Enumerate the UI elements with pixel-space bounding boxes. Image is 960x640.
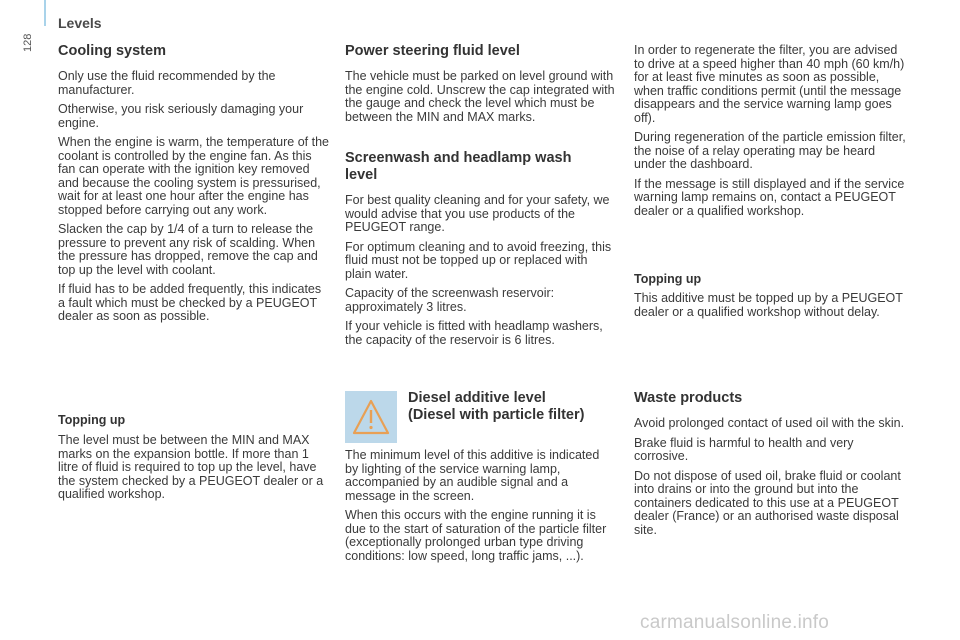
- power-steering-section: [345, 43, 621, 130]
- paragraph: In order to regenerate the filter, you are advised to drive at a speed higher than 40 mph (60 km/h) for at least five minutes as soon as possible, when traffic conditions permit (until the message disappears and the service warning lamp goes off).: [634, 43, 905, 125]
- paragraph: Only use the fluid recommended by the manufacturer.: [58, 69, 276, 97]
- paragraph: Otherwise, you risk seriously damaging your engine.: [58, 102, 304, 130]
- paragraph: Avoid prolonged contact of used oil with the skin.: [634, 416, 905, 430]
- paragraph: For best quality cleaning and for your safety, we would advise that you use products of the PEUGEOT range.: [345, 193, 610, 234]
- screenwash-heading: Screenwash and headlamp wash level: [345, 150, 572, 183]
- waste-products-section: [634, 390, 910, 543]
- paragraph: This additive must be topped up by a PEUGEOT dealer or a qualified workshop without delay.: [634, 291, 903, 319]
- filter-regeneration-section: [634, 44, 910, 224]
- power-steering-heading: Power steering fluid level: [345, 43, 520, 59]
- paragraph: If the message is still displayed and if the service warning lamp remains on, contact a PEUGEOT dealer or a qualified workshop.: [634, 176, 905, 218]
- screenwash-section: [345, 150, 615, 353]
- paragraph: Do not dispose of used oil, brake fluid or coolant into drains or into the ground but into the containers dedicated to this use at a PEUGEOT dealer (France) or an authorised waste disposal site.: [634, 468, 901, 537]
- paragraph: When this occurs with the engine running it is due to the start of saturation of the particle filter (exceptionally prolonged urban type driving conditions: low speed, long traffic jams, ...).: [345, 508, 607, 563]
- diesel-additive-section: [345, 449, 615, 569]
- paragraph: Brake fluid is harmful to health and very corrosive.: [634, 435, 854, 463]
- cooling-system-heading: Cooling system: [58, 43, 166, 59]
- paragraph: During regeneration of the particle emission filter, the noise of a relay operating may be heard under the dashboard.: [634, 130, 906, 171]
- paragraph: When the engine is warm, the temperature of the coolant is controlled by the engine fan. As this fan can operate with the ignition key removed and because the cooling system is pressurised, wait for at least one hour after the engine has stopped before carrying out any work.: [58, 135, 329, 217]
- watermark: carmanualsonline.info: [640, 612, 830, 633]
- warning-triangle-icon: [345, 391, 397, 443]
- cooling-system-section: [58, 43, 330, 330]
- diesel-additive-heading: Diesel additive level (Diesel with particle filter): [408, 390, 585, 423]
- cooling-topping-up-section: [58, 413, 330, 508]
- topping-up-heading: Topping up: [58, 413, 126, 427]
- additive-topping-up-section: [634, 272, 910, 325]
- section-title: Levels: [58, 15, 102, 31]
- paragraph: The minimum level of this additive is indicated by lighting of the service warning lamp, accompanied by an audible signal and a message in the screen.: [345, 448, 600, 503]
- paragraph: The vehicle must be parked on level ground with the engine cold. Unscrew the cap integrated with the gauge and check the level which must be between the MIN and MAX marks.: [345, 69, 615, 124]
- paragraph: Capacity of the screenwash reservoir: approximately 3 litres.: [345, 286, 555, 314]
- section-accent-bar: [44, 0, 46, 26]
- paragraph: The level must be between the MIN and MAX marks on the expansion bottle. If more than 1 litre of fluid is required to top up the level, have the system checked by a PEUGEOT dealer or a qualified workshop.: [58, 433, 324, 501]
- paragraph: For optimum cleaning and to avoid freezing, this fluid must not be topped up or replaced with plain water.: [345, 239, 612, 281]
- page-number: 128: [22, 33, 34, 52]
- paragraph: If fluid has to be added frequently, this indicates a fault which must be checked by a PEUGEOT dealer as soon as possible.: [58, 282, 322, 323]
- paragraph: Slacken the cap by 1/4 of a turn to release the pressure to prevent any risk of scalding. When the pressure has dropped, remove the cap and top up the level with coolant.: [58, 222, 318, 277]
- diesel-additive-heading-block: [408, 390, 608, 424]
- paragraph: If your vehicle is fitted with headlamp washers, the capacity of the reservoir is 6 litres.: [345, 319, 603, 347]
- waste-products-heading: Waste products: [634, 390, 743, 406]
- topping-up-heading: Topping up: [634, 272, 702, 286]
